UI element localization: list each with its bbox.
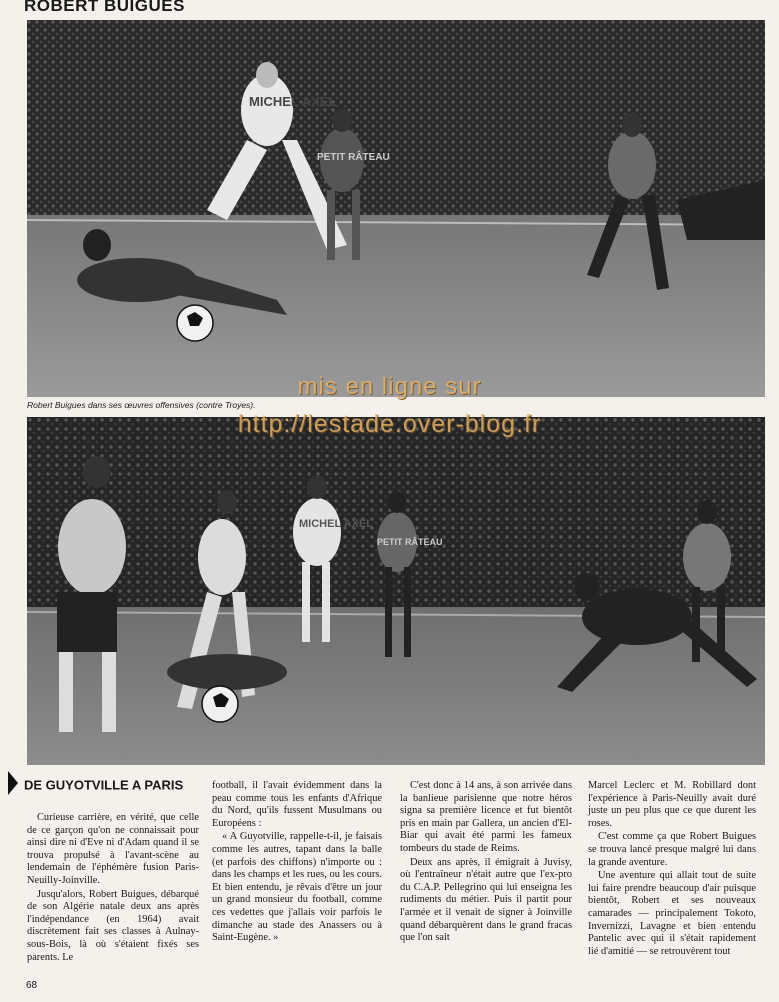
paragraph: « A Guyotville, rappelle-t-il, je faisais comme les autres, tapant dans la balle (et parfois des chiffons) n'importe ou : dans les champs et les rues, ou les cours. Et bien entendu, je rêvais d'être un jour un grand monsieur du football, comme ces vedettes que j'allais voir parfois le dimanche au stade des Anassers ou à Saint-Eugène. »: [212, 831, 382, 944]
page-header: ROBERT BUIGUES: [24, 0, 185, 15]
section-title: [8, 777, 183, 795]
photo-caption: Robert Buigues dans ses œuvres offensives (contre Troyes).: [27, 400, 256, 410]
paragraph: Jusqu'alors, Robert Buigues, débarqué de son Algérie natale deux ans après l'indépendance (en 1964) avait discrètement fait ses classes à Aulnay-sous-Bois, là où s'étaient fixés ses parents. Le: [27, 888, 199, 963]
match-photo-bottom: [27, 417, 765, 765]
paragraph: Marcel Leclerc et M. Robillard dont l'expérience à Paris-Neuilly avait duré juste un peu plus que ce que durent les roses.: [588, 780, 756, 829]
paragraph: Curieuse carrière, en vérité, que celle de ce garçon qu'on ne connaissait pour ainsi dire ni d'Eve ni d'Adam quand il se trouva propulsé à l'avant-scène au lendemain de l'éphémère fusion Paris-Neuilly-Joinville.: [27, 812, 199, 886]
paragraph: C'est comme ça que Robert Buigues se trouva lancé presque malgré lui dans la grande aventure.: [588, 831, 756, 868]
section-title-text: DE GUYOTVILLE A PARIS: [24, 777, 184, 793]
article-column-1: [27, 812, 199, 965]
paragraph: Deux ans après, il émigrait à Juvisy, où l'entraîneur n'était autre que l'ex-pro du C.A.P. Pellegrino qui lui enseigna les rudiments du métier. Puis il partit pour l'armée et il venait de signer à Joinville quand débarquèrent dans le grand fracas que l'on sait: [400, 856, 572, 944]
paragraph: football, il l'avait évidemment dans la peau comme tous les enfants d'Afrique du Nord, qu'ils fussent Musulmans ou Européens :: [212, 780, 382, 829]
article-column-3: [400, 780, 572, 946]
watermark-url: http://lestade.over-blog.fr: [237, 410, 542, 438]
paragraph: C'est donc à 14 ans, à son arrivée dans la banlieue parisienne que notre héros signa sa première licence et fut bientôt pris en main par Gallera, un ancien d'El-Biar qui avait été parmi les fameux tombeurs du stade de Reims.: [400, 780, 572, 854]
dark-jersey-sponsor-2: PETIT RÂTEAU: [377, 537, 443, 547]
watermark-line-1: mis en ligne sur: [297, 373, 482, 400]
arrow-icon: [8, 771, 18, 795]
dark-jersey-sponsor: PETIT RÂTEAU: [317, 152, 390, 163]
white-jersey-sponsor-2: MICHEL AXEL: [299, 518, 373, 530]
white-jersey-sponsor: MICHEL AXEL: [249, 94, 337, 109]
paragraph: Une aventure qui allait tout de suite lui faire prendre beaucoup d'air puisque bientôt, Robert et ses nouveaux camarades — principalement Tokoto, Invernizzi, Lavagne et bien entendu Pantelic avec qui il s'était rapidement lié d'amitié — se retrouvèrent tout: [588, 870, 756, 957]
page-number: 68: [26, 980, 38, 991]
article-column-2: [212, 780, 382, 946]
article-column-4: [588, 780, 756, 959]
match-photo-top: [27, 20, 765, 397]
